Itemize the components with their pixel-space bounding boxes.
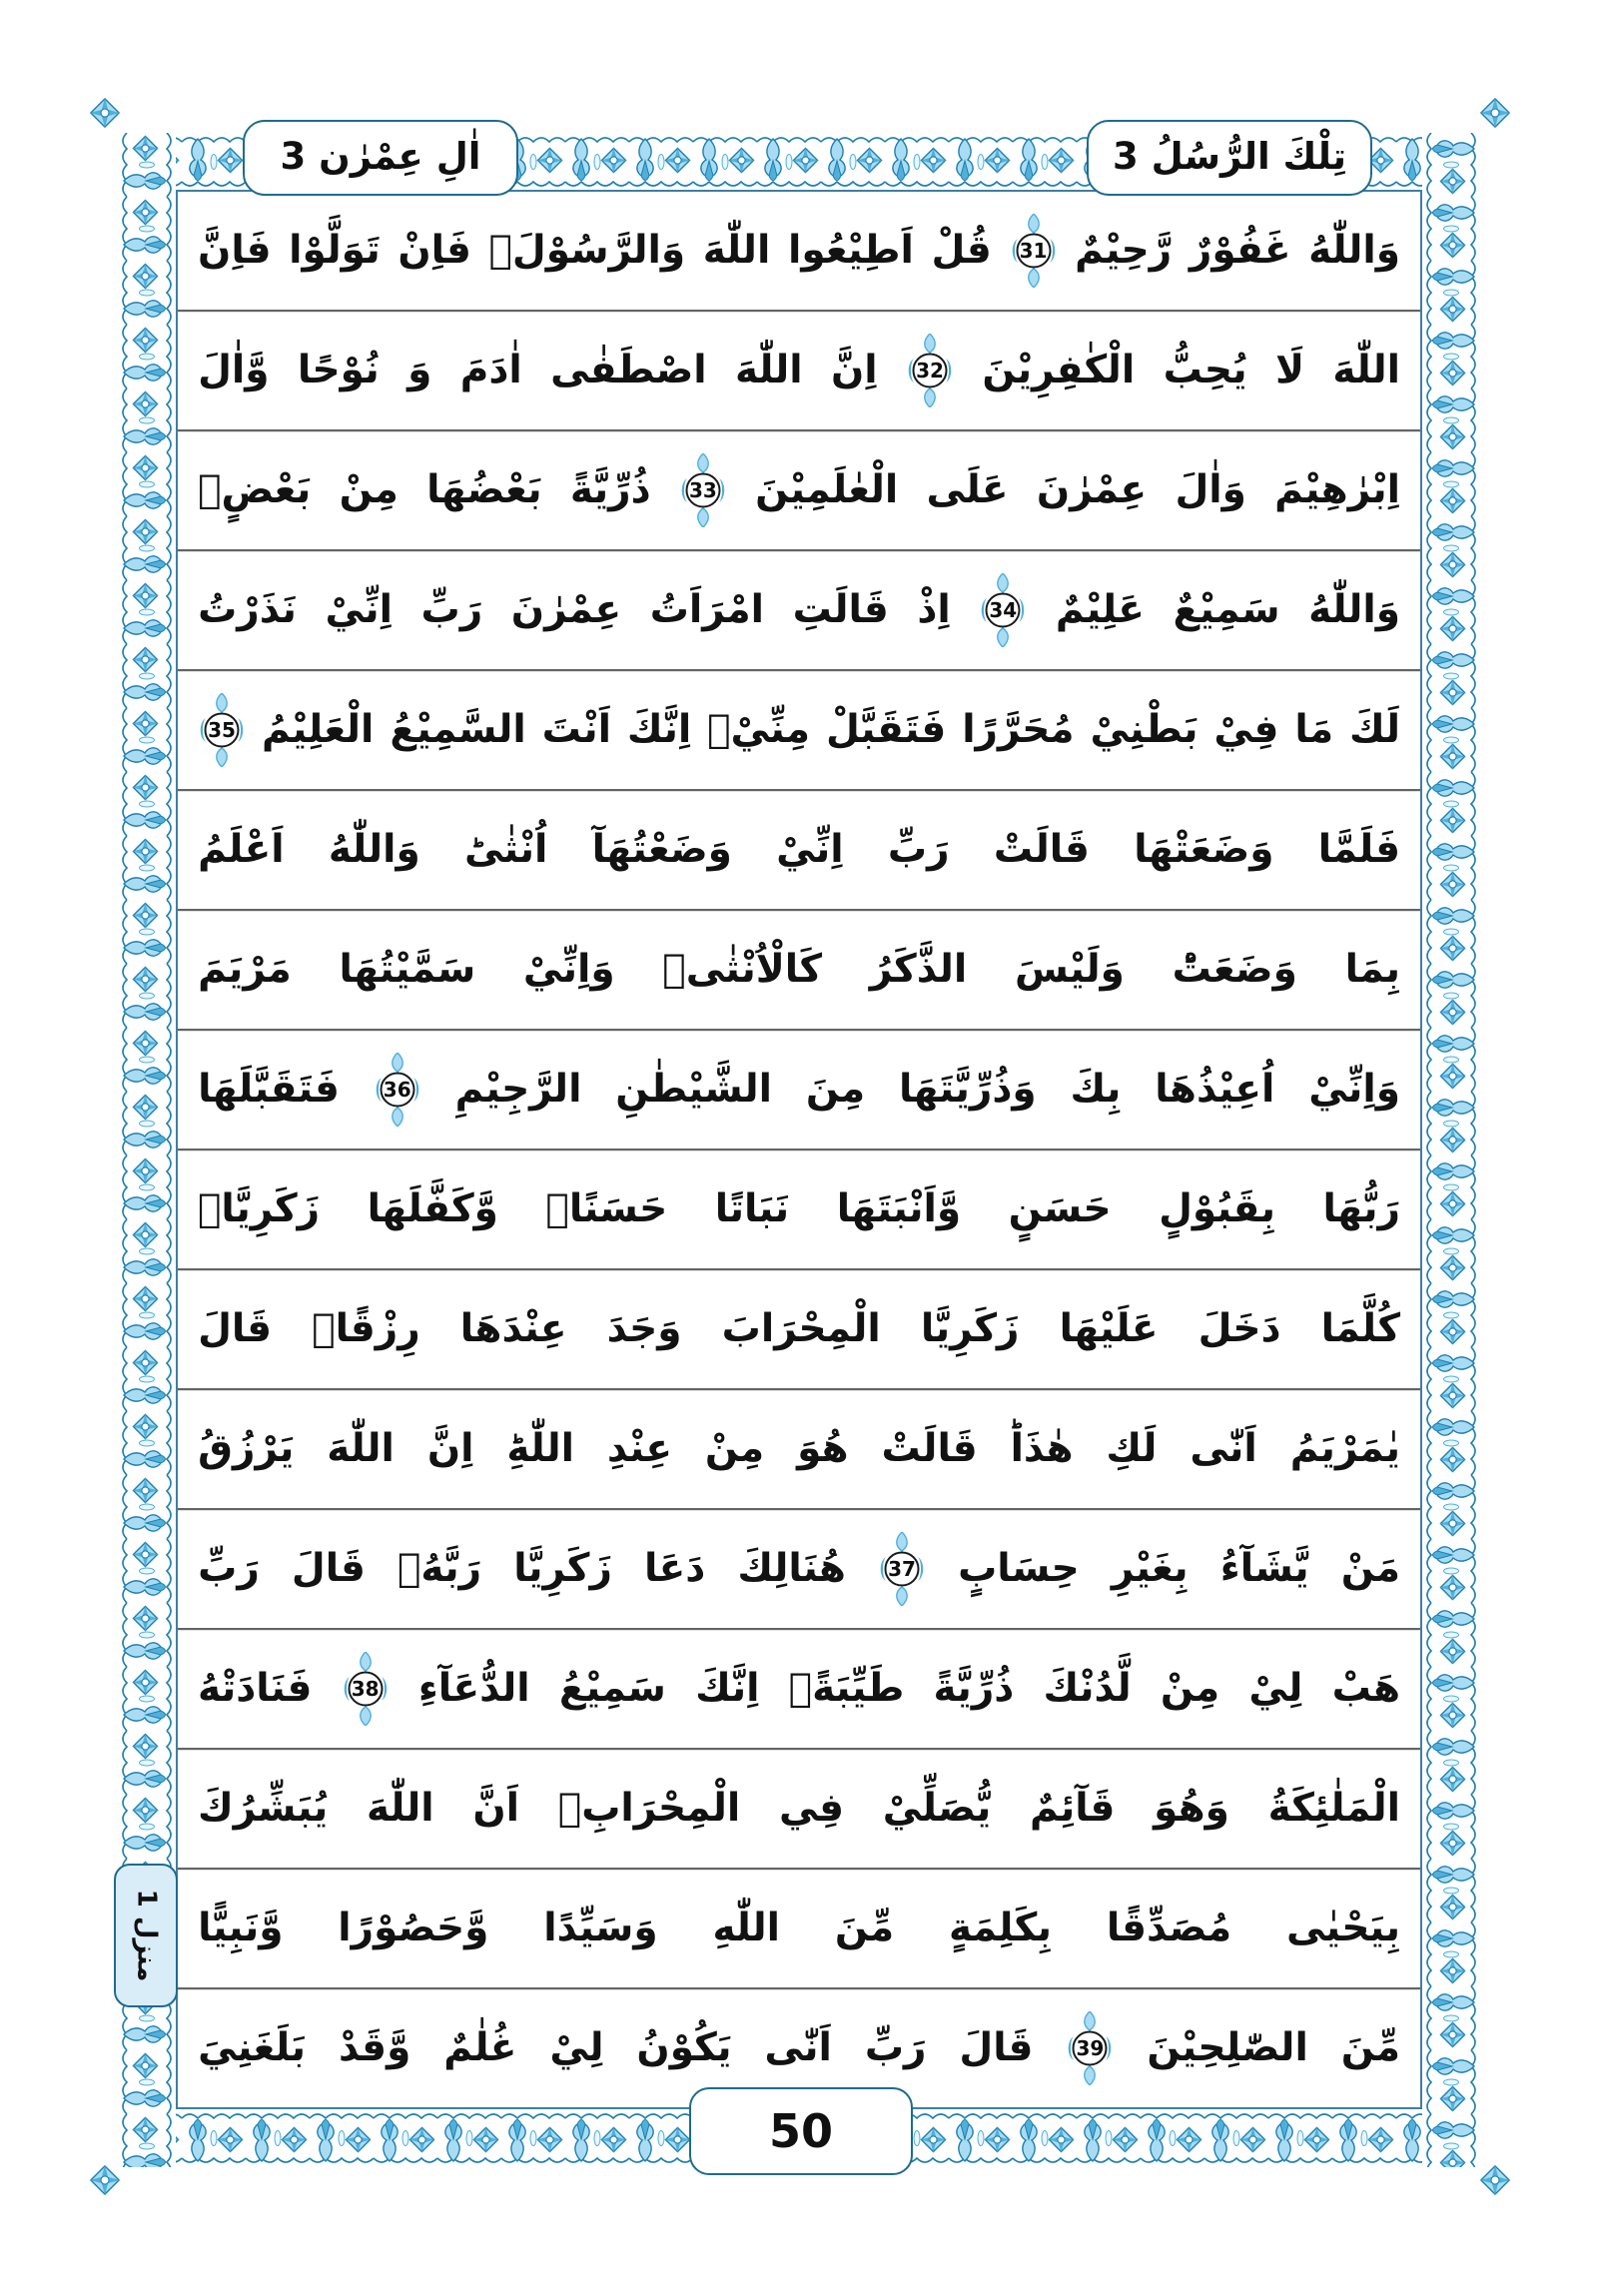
floral-motif-icon: [501, 2109, 565, 2167]
word: اَنْتَ: [541, 706, 611, 752]
floral-motif-icon: [118, 1219, 176, 1283]
floral-motif-icon: [118, 197, 176, 261]
floral-motif-icon: [118, 964, 176, 1028]
word: فَتَقَبَّلَهَا: [198, 1066, 340, 1112]
word: الْمِحْرَابَ: [721, 1305, 881, 1351]
floral-motif-icon: [1422, 1603, 1480, 1667]
word: مِّنَ: [1340, 2024, 1400, 2070]
corner-flourish-icon: [1474, 2159, 1516, 2201]
word: مَا: [1294, 706, 1334, 752]
verse-marker-32: [906, 334, 954, 407]
word: وَاِنِّيْ: [522, 946, 615, 992]
quran-line-1: [178, 192, 1420, 312]
border-ornament-right: [1422, 133, 1480, 2167]
word: الذَّكَرُ: [869, 946, 968, 992]
quran-line-14: [178, 1750, 1420, 1870]
floral-motif-icon: [821, 133, 885, 191]
verse-number: 33: [688, 478, 717, 502]
word: اللّٰهِؕ: [506, 1425, 574, 1471]
floral-motif-icon: [118, 1795, 176, 1859]
word: رِزْقًاۖ: [312, 1305, 420, 1351]
floral-motif-icon: [118, 325, 176, 388]
word: قَالَ: [198, 1305, 273, 1351]
word: الْمِحْرَابِۙ: [557, 1785, 741, 1831]
manzil-label: منزل 1: [131, 1889, 161, 1982]
corner-flourish-icon: [1474, 92, 1516, 134]
word: الصّٰلِحِيْنَ: [1147, 2024, 1308, 2070]
juz-name: تِلْكَ الرُّسُلُ 3: [1113, 134, 1346, 178]
word: يَكُوْنُ: [636, 2024, 732, 2070]
word: ذُرِّيَّةً: [569, 466, 651, 512]
word: قَآئِمٌ: [1030, 1785, 1116, 1831]
word: الْعَلِيْمُ: [261, 706, 375, 752]
word: مِّنَ: [834, 1905, 895, 1950]
word: اللّٰهَ: [367, 1785, 434, 1831]
word: وَاِنِّيْ: [1308, 1066, 1400, 1112]
floral-motif-icon: [1422, 197, 1480, 261]
word: دَخَلَ: [1198, 1305, 1281, 1351]
floral-motif-icon: [118, 1539, 176, 1603]
floral-motif-icon: [1422, 325, 1480, 388]
word: مِنْ: [704, 1425, 765, 1471]
word: هٰذَاؕ: [1010, 1425, 1074, 1471]
word: طَيِّبَةًۖ: [788, 1665, 905, 1711]
word: غُلٰمٌ: [443, 2024, 517, 2070]
floral-motif-icon: [1422, 1347, 1480, 1411]
floral-motif-icon: [182, 133, 246, 191]
floral-motif-icon: [757, 133, 821, 191]
floral-motif-icon: [1422, 2050, 1480, 2114]
word: سَمِيْعٌ: [1173, 586, 1280, 632]
word: قَالَ: [291, 1545, 366, 1591]
word: اِنَّ: [831, 347, 878, 392]
floral-motif-icon: [118, 836, 176, 900]
floral-motif-icon: [118, 900, 176, 964]
word: اصْطَفٰى: [550, 347, 707, 392]
word: السَّمِيْعُ: [390, 706, 526, 752]
floral-motif-icon: [949, 133, 1013, 191]
corner-flourish-icon: [84, 2159, 126, 2201]
word: غَفُوْرٌ: [1189, 227, 1291, 273]
word: فَتَقَبَّلْ: [826, 706, 947, 752]
word: الشَّيْطٰنِ: [615, 1066, 773, 1112]
verse-number: 34: [989, 598, 1018, 622]
quran-line-12: [178, 1510, 1420, 1630]
word: سَمِيْعُ: [558, 1665, 666, 1711]
quran-line-4: [178, 551, 1420, 671]
word: تَوَلَّوْا: [289, 227, 381, 273]
word: زَكَرِيَّا: [920, 1305, 1020, 1351]
word: كُلَّمَا: [1320, 1305, 1400, 1351]
word: عَلِيْمٌ: [1055, 586, 1145, 632]
word: مِنِّيْۖ: [707, 706, 811, 752]
word: الدُّعَآءِ: [417, 1665, 530, 1711]
floral-motif-icon: [1422, 1475, 1480, 1539]
word: وَسَيِّدًا: [543, 1905, 658, 1950]
word: بَعْضُهَا: [426, 466, 542, 512]
word: وَاللّٰهُ: [1308, 227, 1400, 273]
floral-motif-icon: [1422, 1411, 1480, 1475]
floral-motif-icon: [118, 516, 176, 580]
quran-line-6: [178, 791, 1420, 911]
verse-marker-38: [342, 1652, 390, 1726]
floral-motif-icon: [1422, 900, 1480, 964]
word: وَضَعَتْؕ: [1172, 946, 1297, 992]
word: مُحَرَّرًا: [962, 706, 1075, 752]
word: اِنَّكَ: [626, 706, 692, 752]
word: وَاللّٰهُ: [1308, 586, 1400, 632]
word: قُلْ: [931, 227, 992, 273]
word: رَبَّهُۖ: [397, 1545, 482, 1591]
word: وَّقَدْ: [339, 2024, 411, 2070]
word: اَنَّ: [472, 1785, 520, 1831]
page-number: 50: [768, 2104, 833, 2158]
word: يَّشَآءُ: [1219, 1545, 1309, 1591]
word: عِمْرٰنَ: [1036, 466, 1148, 512]
word: وَّنَبِيًّا: [198, 1905, 284, 1950]
word: اللّٰهِ: [712, 1905, 781, 1950]
word: عِمْرٰنَ: [510, 586, 622, 632]
border-ornament-left: [118, 133, 176, 2167]
word: رَبِّ: [887, 826, 950, 872]
floral-motif-icon: [1422, 388, 1480, 452]
word: وَاٰلَ: [1175, 466, 1246, 512]
floral-motif-icon: [1422, 1795, 1480, 1859]
juz-name-badge: [1087, 120, 1372, 196]
word: نَبَاتًا: [714, 1185, 790, 1231]
quran-line-9: [178, 1150, 1420, 1270]
floral-motif-icon: [885, 133, 949, 191]
quran-line-3: [178, 431, 1420, 551]
verse-marker-39: [1066, 2011, 1114, 2085]
word: الرَّجِيْمِ: [454, 1066, 582, 1112]
word: رَبِّ: [864, 2024, 927, 2070]
word: مُصَدِّقًا: [1106, 1905, 1232, 1950]
corner-flourish-icon: [84, 2159, 126, 2205]
word: بِيَحْيٰى: [1285, 1905, 1400, 1950]
floral-motif-icon: [310, 2109, 374, 2167]
floral-motif-icon: [1422, 580, 1480, 644]
word: يُّصَلِّيْ: [882, 1785, 992, 1831]
word: وَجَدَ: [606, 1305, 682, 1351]
floral-motif-icon: [1422, 133, 1480, 197]
floral-motif-icon: [1077, 2109, 1141, 2167]
floral-motif-icon: [1422, 1667, 1480, 1731]
floral-motif-icon: [118, 261, 176, 325]
verse-number: 37: [888, 1557, 916, 1581]
floral-motif-icon: [1422, 1219, 1480, 1283]
word: بِكَ: [1070, 1066, 1122, 1112]
word: فَلَمَّا: [1317, 826, 1400, 872]
corner-flourish-icon: [84, 92, 126, 134]
word: اُنْثٰىؕ: [463, 826, 548, 872]
word: رَبُّهَا: [1322, 1185, 1400, 1231]
floral-motif-icon: [118, 772, 176, 836]
floral-motif-icon: [629, 2109, 693, 2167]
word: مِنْ: [1160, 1665, 1220, 1711]
word: حَسَنٍ: [1008, 1185, 1112, 1231]
word: نُوْحًا: [297, 347, 380, 392]
quran-line-15: [178, 1870, 1420, 1989]
floral-motif-icon: [1332, 2109, 1396, 2167]
floral-motif-icon: [118, 1667, 176, 1731]
floral-motif-icon: [1422, 2114, 1480, 2167]
word: فِيْ: [1213, 706, 1279, 752]
word: اٰدَمَ: [459, 347, 522, 392]
floral-motif-icon: [1422, 452, 1480, 516]
verse-number: 39: [1076, 2036, 1105, 2060]
word: بِغَيْرِ: [1111, 1545, 1189, 1591]
floral-motif-icon: [118, 1731, 176, 1795]
word: اللّٰهَ: [735, 347, 803, 392]
word: اِنِّيْ: [325, 586, 393, 632]
word: هَبْ: [1331, 1665, 1400, 1711]
quran-line-7: [178, 911, 1420, 1031]
word: اِنَّ: [426, 1425, 474, 1471]
word: لَا: [1274, 347, 1305, 392]
verse-number: 32: [916, 359, 944, 383]
word: اَطِيْعُوا: [787, 227, 914, 273]
floral-motif-icon: [118, 708, 176, 772]
floral-motif-icon: [1422, 1028, 1480, 1092]
word: اللّٰهَ: [702, 227, 771, 273]
word: وَاللّٰهُ: [328, 826, 420, 872]
floral-motif-icon: [118, 2050, 176, 2114]
word: مَرْيَمَ: [198, 946, 292, 992]
word: ذُرِّيَّةً: [933, 1665, 1015, 1711]
floral-motif-icon: [118, 1603, 176, 1667]
word: الْعٰلَمِيْنَ: [755, 466, 899, 512]
word: اِذْ: [917, 586, 951, 632]
floral-motif-icon: [1422, 1539, 1480, 1603]
word: بِقَبُوْلٍ: [1159, 1185, 1275, 1231]
word: زَكَرِيَّا: [513, 1545, 612, 1591]
floral-motif-icon: [949, 2109, 1013, 2167]
floral-motif-icon: [246, 2109, 310, 2167]
word: وَضَعَتْهَا: [1134, 826, 1274, 872]
verse-number: 31: [1019, 239, 1048, 263]
verse-marker-35: [198, 693, 246, 767]
floral-motif-icon: [1422, 1986, 1480, 2050]
word: بَطْنِيْ: [1090, 706, 1198, 752]
word: وَلَيْسَ: [1014, 946, 1125, 992]
word: عِنْدَهَا: [459, 1305, 567, 1351]
word: رَبِّ: [420, 586, 483, 632]
floral-motif-icon: [1204, 2109, 1268, 2167]
floral-motif-icon: [118, 133, 176, 197]
word: اَعْلَمُ: [198, 826, 285, 872]
quran-line-10: [178, 1270, 1420, 1390]
word: بَلَغَنِيَ: [198, 2024, 307, 2070]
word: حِسَابٍ: [958, 1545, 1080, 1591]
word: اللّٰهَ: [1332, 347, 1400, 392]
word: نَذَرْتُ: [198, 586, 297, 632]
word: حَسَنًاۙ: [545, 1185, 668, 1231]
floral-motif-icon: [1422, 644, 1480, 708]
word: اللّٰهَ: [327, 1425, 395, 1471]
word: عَلَى: [926, 466, 1009, 512]
floral-motif-icon: [118, 1411, 176, 1475]
word: رَّحِيْمٌ: [1075, 227, 1173, 273]
quran-text-block: [176, 190, 1422, 2109]
quran-line-2: [178, 312, 1420, 431]
word: لِيْ: [549, 2024, 604, 2070]
manzil-marker: [114, 1864, 178, 2007]
verse-number: 35: [208, 718, 236, 742]
floral-motif-icon: [118, 1475, 176, 1539]
word: اِنَّكَ: [695, 1665, 760, 1711]
word: وَهُوَ: [1154, 1785, 1229, 1831]
floral-motif-icon: [118, 1092, 176, 1155]
word: كَالْاُنْثٰىۖ: [662, 946, 823, 992]
floral-motif-icon: [565, 2109, 629, 2167]
floral-motif-icon: [118, 452, 176, 516]
floral-motif-icon: [437, 2109, 501, 2167]
word: عِنْدِ: [606, 1425, 672, 1471]
floral-motif-icon: [1268, 2109, 1332, 2167]
floral-motif-icon: [565, 133, 629, 191]
floral-motif-icon: [118, 580, 176, 644]
word: اِبْرٰهِيْمَ: [1274, 466, 1400, 512]
surah-name: اٰلِ عِمْرٰن 3: [280, 134, 481, 178]
word: وَّاٰلَ: [198, 347, 270, 392]
word: مِنْ: [339, 466, 399, 512]
floral-motif-icon: [1422, 516, 1480, 580]
floral-motif-icon: [1422, 1859, 1480, 1922]
word: فَاِنَّ: [198, 227, 272, 273]
word: وَّحَصُوْرًا: [338, 1905, 489, 1950]
word: قَالَتْ: [993, 826, 1090, 872]
word: لَّدُنْكَ: [1043, 1665, 1132, 1711]
word: يٰمَرْيَمُ: [1289, 1425, 1400, 1471]
word: اُعِيْذُهَا: [1155, 1066, 1275, 1112]
word: بِمَا: [1344, 946, 1400, 992]
word: يُبَشِّرُكَ: [198, 1785, 329, 1831]
word: لَكَ: [1349, 706, 1400, 752]
word: مَنْ: [1340, 1545, 1400, 1591]
word: قَالَ: [959, 2024, 1034, 2070]
word: وَالرَّسُوْلَۖ: [488, 227, 686, 273]
word: وَ: [407, 347, 432, 392]
word: عَلَيْهَا: [1059, 1305, 1159, 1351]
word: وَّاَنْبَتَهَا: [836, 1185, 962, 1231]
floral-motif-icon: [1141, 2109, 1204, 2167]
floral-motif-icon: [1422, 964, 1480, 1028]
floral-motif-icon: [1013, 133, 1077, 191]
word: امْرَاَتُ: [649, 586, 765, 632]
word: هُوَ: [797, 1425, 849, 1471]
word: مِنَ: [805, 1066, 866, 1112]
floral-motif-icon: [182, 2109, 246, 2167]
word: فِي: [779, 1785, 845, 1831]
floral-motif-icon: [118, 1028, 176, 1092]
word: وَّكَفَّلَهَا: [367, 1185, 498, 1231]
word: اِنِّيْ: [776, 826, 844, 872]
verse-number: 36: [383, 1078, 411, 1102]
floral-motif-icon: [374, 2109, 437, 2167]
floral-motif-icon: [1013, 2109, 1077, 2167]
floral-motif-icon: [118, 1155, 176, 1219]
verse-number: 38: [351, 1677, 380, 1701]
surah-name-badge: [243, 120, 518, 196]
quran-line-13: [178, 1630, 1420, 1750]
word: الْكٰفِرِيْنَ: [982, 347, 1136, 392]
floral-motif-icon: [1422, 708, 1480, 772]
floral-motif-icon: [1422, 1155, 1480, 1219]
word: لِيْ: [1248, 1665, 1303, 1711]
floral-motif-icon: [1422, 1922, 1480, 1986]
floral-motif-icon: [1422, 836, 1480, 900]
word: بِكَلِمَةٍ: [948, 1905, 1052, 1950]
floral-motif-icon: [118, 388, 176, 452]
word: بَعْضٍۗ: [198, 466, 312, 512]
floral-motif-icon: [118, 1347, 176, 1411]
word: الْمَلٰئِكَةُ: [1267, 1785, 1400, 1831]
word: يَرْزُقُ: [198, 1425, 295, 1471]
verse-marker-37: [878, 1532, 926, 1606]
word: وَضَعْتُهَآ: [591, 826, 732, 872]
word: هُنَالِكَ: [737, 1545, 846, 1591]
word: لَكِ: [1106, 1425, 1158, 1471]
floral-motif-icon: [118, 644, 176, 708]
word: اَنّٰى: [764, 2024, 832, 2070]
word: فَنَادَتْهُ: [198, 1665, 313, 1711]
quran-line-11: [178, 1390, 1420, 1510]
floral-motif-icon: [118, 1283, 176, 1347]
floral-motif-icon: [1422, 1731, 1480, 1795]
floral-motif-icon: [1422, 1283, 1480, 1347]
word: دَعَا: [643, 1545, 706, 1591]
floral-motif-icon: [1422, 1092, 1480, 1155]
word: سَمَّيْتُهَا: [339, 946, 476, 992]
corner-flourish-icon: [1474, 92, 1516, 138]
floral-motif-icon: [629, 133, 693, 191]
verse-marker-34: [979, 573, 1027, 647]
floral-motif-icon: [1422, 261, 1480, 325]
verse-marker-36: [374, 1053, 421, 1127]
verse-marker-31: [1010, 214, 1058, 288]
word: فَاِنْ: [398, 227, 471, 273]
quran-line-5: [178, 671, 1420, 791]
corner-flourish-icon: [84, 92, 126, 138]
floral-motif-icon: [118, 2114, 176, 2167]
floral-motif-icon: [1422, 772, 1480, 836]
word: يُحِبُّ: [1163, 347, 1247, 392]
page-number-badge: [689, 2087, 913, 2175]
word: اَنّٰى: [1190, 1425, 1257, 1471]
corner-flourish-icon: [1474, 2159, 1516, 2205]
word: رَبِّ: [198, 1545, 260, 1591]
quran-line-8: [178, 1031, 1420, 1150]
verse-marker-33: [679, 453, 727, 527]
word: قَالَتْ: [881, 1425, 978, 1471]
word: زَكَرِيَّاۖ: [198, 1185, 321, 1231]
word: وَذُرِّيَّتَهَا: [898, 1066, 1037, 1112]
floral-motif-icon: [693, 133, 757, 191]
word: قَالَتِ: [792, 586, 889, 632]
